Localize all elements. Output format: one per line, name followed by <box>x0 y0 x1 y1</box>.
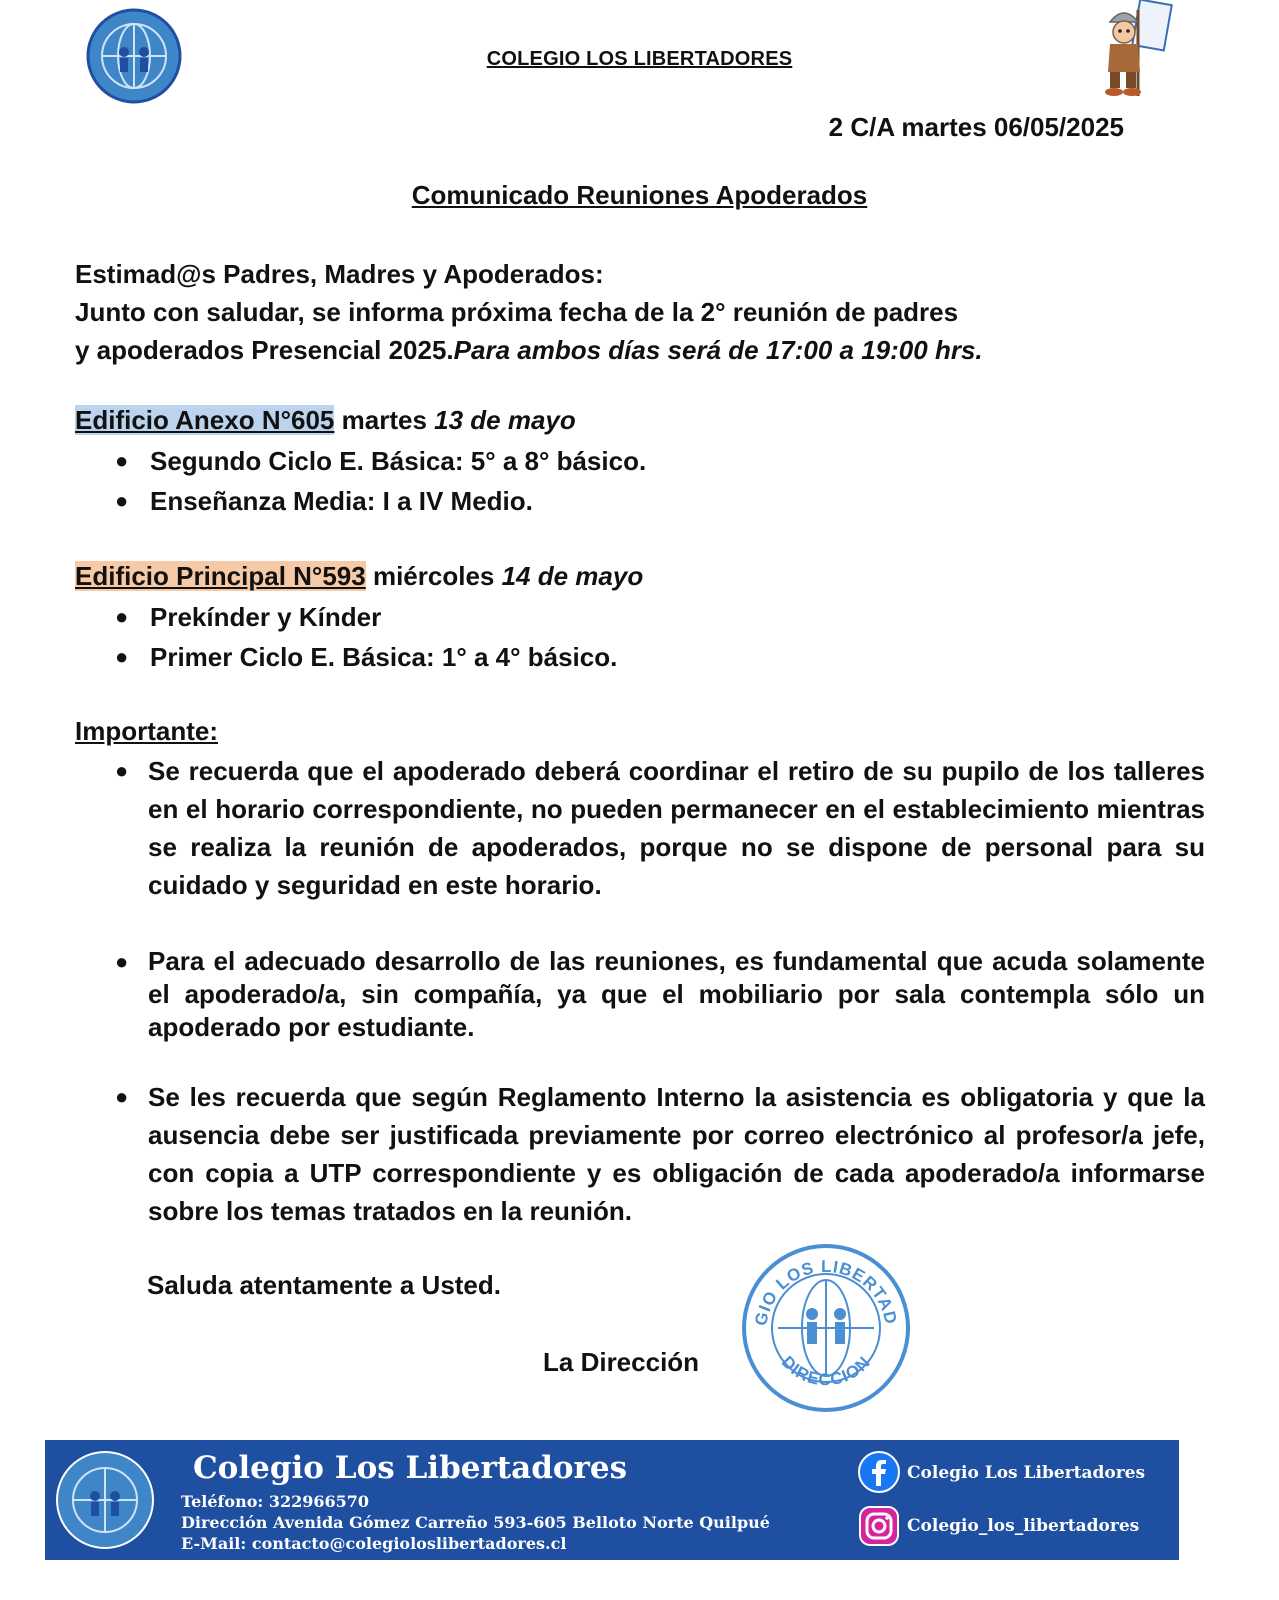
school-logo-icon <box>53 1448 157 1552</box>
date-line: 2 C/A martes 06/05/2025 <box>828 112 1124 142</box>
important-item <box>75 1078 1205 1230</box>
section-principal-heading <box>75 561 643 592</box>
bullet-icon: ● <box>115 488 129 513</box>
footer-phone: Teléfono: 322966570 <box>181 1492 370 1511</box>
bullet-icon: ● <box>115 1084 129 1109</box>
instagram-handle: Colegio_los_libertadores <box>907 1516 1140 1536</box>
bullet-icon: ● <box>115 644 129 669</box>
school-title: COLEGIO LOS LIBERTADORES <box>486 48 793 70</box>
svg-text:DIRECCION: DIRECCION <box>777 1352 875 1390</box>
footer-address: Dirección Avenida Gómez Carreño 593-605 Belloto Norte Quilpué <box>181 1513 770 1532</box>
list-item-text: Prekínder y Kínder <box>150 602 382 632</box>
bullet-icon: ● <box>115 604 129 629</box>
principal-level-list <box>75 597 1195 677</box>
principal-day: miércoles <box>372 561 495 591</box>
footer-school-name: Colegio Los Libertadores <box>193 1450 628 1486</box>
section-anexo-heading <box>75 405 576 436</box>
footer-email: E-Mail: contacto@colegioloslibertadores.cl <box>181 1534 567 1553</box>
list-item-text: Primer Ciclo E. Básica: 1° a 4° básico. <box>150 642 618 672</box>
footer-band <box>45 1440 1179 1560</box>
stamp-icon <box>738 1240 914 1416</box>
bullet-icon: ● <box>115 949 129 974</box>
signature: La Dirección <box>543 1347 700 1377</box>
salutation: Estimad@s Padres, Madres y Apoderados: <box>75 259 604 289</box>
important-label: Importante: <box>75 716 218 746</box>
important-item <box>75 752 1205 904</box>
document-title: Comunicado Reuniones Apoderados <box>411 180 868 210</box>
important-item-text: Para el adecuado desarrollo de las reuniones, es fundamental que acuda solamente el apoderado/a, sin compañía, ya que el mobiliario por sala contempla sólo un apoderado por estudiante. <box>148 946 1205 1042</box>
anexo-day: martes <box>341 405 427 435</box>
svg-text:COLEGIO LOS LIBERTADORES: GIO LOS LIBERTAD <box>751 1256 901 1328</box>
intro-line-2 <box>75 331 1215 369</box>
important-item <box>75 945 1205 1044</box>
list-item <box>75 481 1195 521</box>
list-item <box>75 637 1195 677</box>
greeting-paragraph <box>75 255 1215 369</box>
building-anexo: Edificio Anexo N°605 <box>75 405 335 435</box>
bullet-icon: ● <box>115 758 129 783</box>
anexo-level-list <box>75 441 1195 521</box>
facebook-handle: Colegio Los Libertadores <box>907 1463 1146 1483</box>
anexo-date: 13 de mayo <box>434 405 576 435</box>
bullet-icon: ● <box>115 448 129 473</box>
schedule-note: Para ambos días será de 17:00 a 19:00 hrs. <box>453 335 983 365</box>
building-principal: Edificio Principal N°593 <box>75 561 366 591</box>
important-item-text: Se les recuerda que según Reglamento Interno la asistencia es obligatoria y que la ausencia debe ser justificada previamente por correo electrónico al profesor/a jefe, con copia a UTP correspondiente y es obligación de cada apoderado/a informarse sobre los temas tratados en la reunión. <box>148 1082 1205 1226</box>
intro-line-2-text: y apoderados Presencial 2025. <box>75 335 454 365</box>
principal-date: 14 de mayo <box>501 561 644 591</box>
list-item <box>75 441 1195 481</box>
list-item <box>75 597 1195 637</box>
mascot-icon <box>1080 0 1180 100</box>
closing-text: Saluda atentamente a Usted. <box>147 1270 501 1300</box>
facebook-icon <box>857 1450 901 1494</box>
list-item-text: Enseñanza Media: I a IV Medio. <box>150 486 533 516</box>
intro-line-1: Junto con saludar, se informa próxima fecha de la 2° reunión de padres <box>75 297 959 327</box>
important-item-text: Se recuerda que el apoderado deberá coordinar el retiro de su pupilo de los talleres en el horario correspondiente, no pueden permanecer en el establecimiento mientras se realiza la reunión de apoderados, porque no se dispone de personal para su cuidado y seguridad en este horario. <box>148 756 1205 900</box>
list-item-text: Segundo Ciclo E. Básica: 5° a 8° básico. <box>150 446 647 476</box>
instagram-icon <box>857 1504 901 1548</box>
